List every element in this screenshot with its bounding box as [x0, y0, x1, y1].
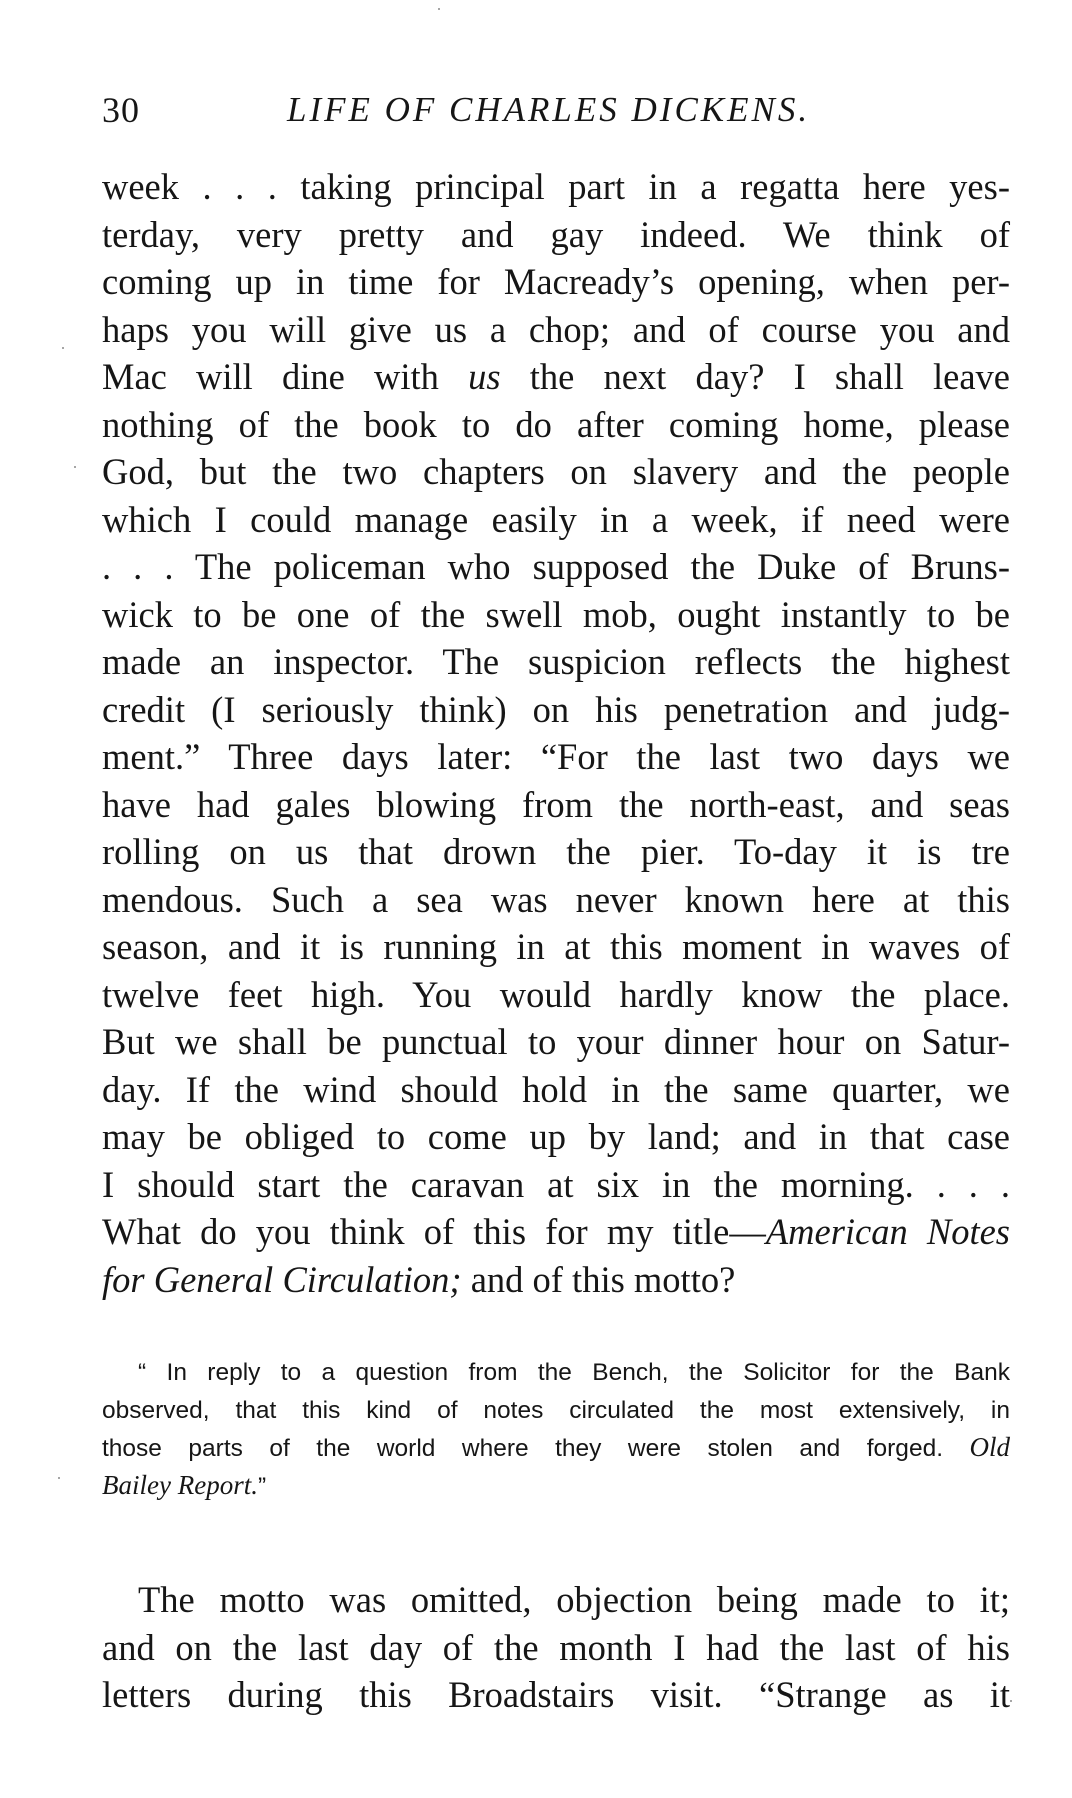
body-line: credit (I seriously think) on his penetration and judg-: [102, 688, 1010, 730]
paper-speck: [74, 466, 76, 468]
body-line: Mac will dine with us the next day? I shall leave: [102, 356, 1011, 397]
motto-line: those parts of the world where they were stolen and forged. Old: [102, 1432, 1010, 1462]
body-line: But we shall be punctual to your dinner hour on Satur-: [102, 1021, 1010, 1062]
paper-speck: [1010, 1700, 1012, 1702]
body-line: mendous. Such a sea was never known here at this: [102, 878, 1010, 920]
closing-paragraph: [102, 1576, 1010, 1719]
body-line: wick to be one of the swell mob, ought instantly to be: [102, 593, 1010, 635]
body-line: God, but the two chapters on slavery and the people: [102, 451, 1010, 492]
source-emphasis: Bailey Report.: [102, 1469, 258, 1500]
running-head: [102, 85, 1010, 135]
running-title: LIFE OF CHARLES DICKENS.: [287, 90, 811, 129]
body-line: season, and it is running in at this moment in waves of: [102, 926, 1010, 967]
body-line: haps you will give us a chop; and of course you and: [102, 308, 1010, 350]
body-text: [102, 163, 1010, 1303]
body-line: and on the last day of the month I had the last of his: [102, 1626, 1010, 1668]
body-line: may be obliged to come up by land; and in that case: [102, 1116, 1010, 1157]
motto-line: “ In reply to a question from the Bench, the Solicitor for the Bank: [138, 1359, 1010, 1386]
body-line: which I could manage easily in a week, if need were: [102, 498, 1010, 540]
body-line: for General Circulation; and of this motto?: [102, 1258, 736, 1300]
body-line: terday, very pretty and gay indeed. We think of: [102, 213, 1010, 255]
page-number: 30: [102, 90, 140, 130]
body-line: nothing of the book to do after coming home, please: [102, 403, 1010, 445]
title-emphasis: for General Circulation;: [102, 1258, 462, 1300]
title-emphasis: American Notes: [765, 1211, 1010, 1252]
paper-speck: [438, 8, 440, 10]
body-line: What do you think of this for my title—American Notes: [102, 1211, 1010, 1252]
body-line: ment.” Three days later: “For the last two days we: [102, 736, 1010, 777]
paper-speck: [58, 1477, 60, 1479]
body-line: I should start the caravan at six in the morning. . . .: [102, 1163, 1010, 1205]
body-line: coming up in time for Macready’s opening, when per-: [102, 261, 1010, 302]
body-line: rolling on us that drown the pier. To-day it is tre: [102, 831, 1010, 872]
body-line: week . . . taking principal part in a regatta here yes-: [102, 166, 1010, 207]
motto-line: observed, that this kind of notes circulated the most extensively, in: [102, 1396, 1010, 1424]
body-line: . . . The policeman who supposed the Duke of Bruns-: [102, 546, 1010, 587]
source-emphasis: Old: [969, 1432, 1010, 1462]
body-line: twelve feet high. You would hardly know the place.: [102, 973, 1010, 1015]
body-line: The motto was omitted, objection being made to it;: [138, 1579, 1010, 1620]
body-line: have had gales blowing from the north-east, and seas: [102, 783, 1010, 825]
motto-quote: [102, 1354, 1010, 1504]
body-line: made an inspector. The suspicion reflects the highest: [102, 641, 1010, 682]
body-line: letters during this Broadstairs visit. “Strange as it: [102, 1674, 1010, 1715]
body-line: day. If the wind should hold in the same quarter, we: [102, 1068, 1010, 1110]
paper-speck: [62, 347, 64, 349]
emphasis-text: us: [468, 356, 501, 397]
motto-line: Bailey Report.”: [102, 1469, 267, 1500]
